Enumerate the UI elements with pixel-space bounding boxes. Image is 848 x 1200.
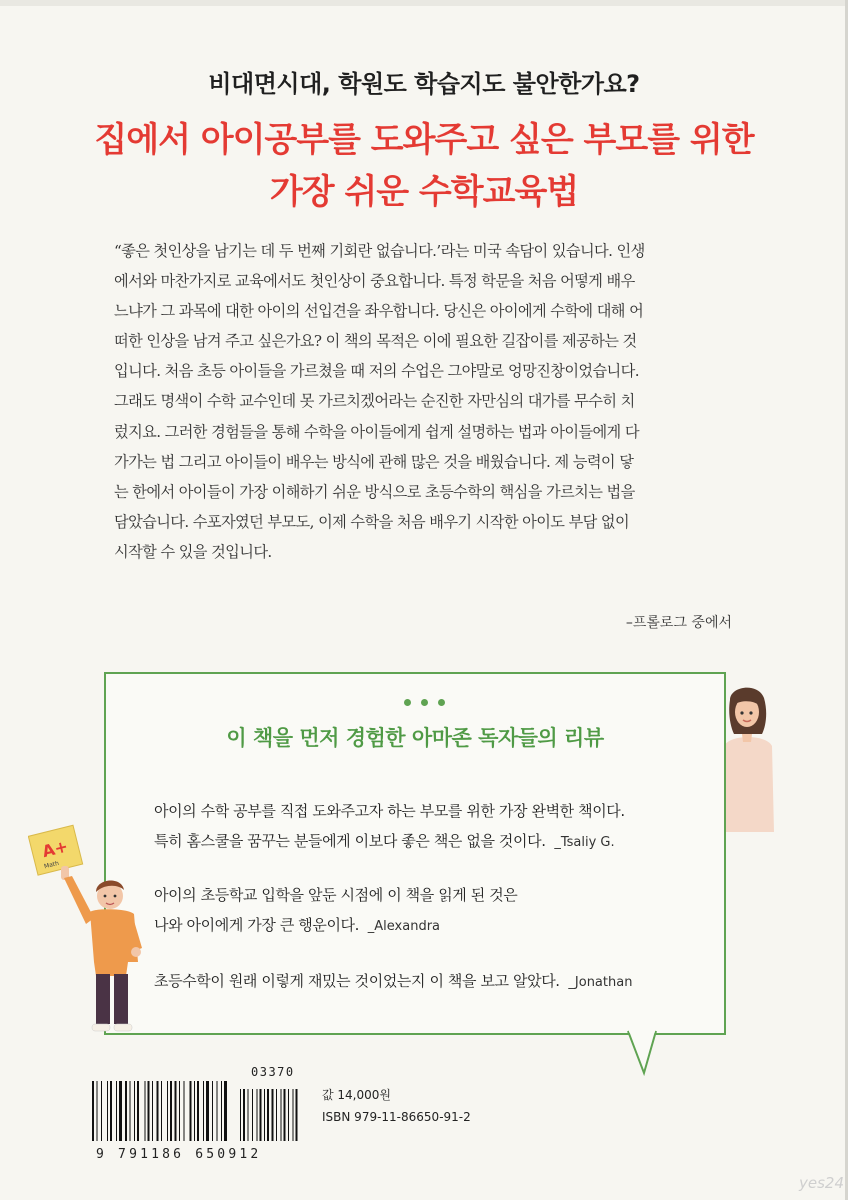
review-item xyxy=(154,966,724,998)
isbn: ISBN 979-11-86650-91-2 xyxy=(322,1110,471,1124)
prologue-line: 에서와 마찬가지로 교육에서도 첫인상이 중요합니다. 특정 학문을 처음 어떻게 배우 xyxy=(114,272,635,291)
barcode-bar xyxy=(107,1081,108,1141)
cover-subtitle: 비대면시대, 학원도 학습지도 불안한가요? xyxy=(208,70,640,98)
prologue-line: 입니다. 처음 초등 아이들을 가르쳤을 때 저의 수업은 그야말로 엉망진창이었습니다. xyxy=(114,362,639,381)
barcode-bar xyxy=(175,1081,177,1141)
barcode-bar xyxy=(194,1081,195,1141)
barcode-addon-bar xyxy=(264,1089,265,1141)
barcode-bar xyxy=(224,1081,227,1141)
addon-code: 03370 xyxy=(251,1065,295,1079)
barcode-bar xyxy=(137,1081,139,1141)
barcode-addon-bar xyxy=(284,1089,286,1141)
barcode-addon-bar xyxy=(293,1089,294,1141)
barcode-addon-bar xyxy=(288,1089,289,1141)
barcode-bar xyxy=(206,1081,209,1141)
barcode-bar xyxy=(152,1081,153,1141)
review-text: 특히 홈스쿨을 꿈꾸는 분들에게 이보다 좋은 책은 없을 것이다. xyxy=(154,832,546,850)
barcode-bar xyxy=(217,1081,218,1141)
barcode-bar xyxy=(197,1081,199,1141)
prologue-line: “좋은 첫인상을 남기는 데 두 번째 기회란 없습니다.’라는 미국 속담이 있습니다. 인생 xyxy=(114,242,645,260)
barcode-bar xyxy=(130,1081,131,1141)
cover-headline xyxy=(0,114,848,218)
barcode-bar xyxy=(92,1081,94,1141)
sign-grade: A+ xyxy=(40,836,70,862)
price-info xyxy=(322,1084,471,1128)
barcode-addon-bar xyxy=(260,1089,262,1141)
barcode-bar xyxy=(125,1081,127,1141)
prologue-line: 그래도 명색이 수학 교수인데 못 가르치겠어라는 순진한 자만심의 대가를 무수히 치 xyxy=(114,392,635,411)
barcode-bar xyxy=(116,1081,117,1141)
review-line xyxy=(154,966,724,998)
review-title: 이 책을 먼저 경험한 아마존 독자들의 리뷰 xyxy=(226,726,604,750)
barcode-addon-bar xyxy=(243,1089,245,1141)
barcode-bar xyxy=(119,1081,122,1141)
barcode-digits: 9 791186 650912 xyxy=(96,1147,262,1162)
barcode-bar xyxy=(145,1081,146,1141)
review-item xyxy=(154,796,724,858)
speech-bubble-tail xyxy=(626,1029,660,1077)
review-line: 아이의 수학 공부를 직접 도와주고자 하는 부모를 위한 가장 완벽한 책이다. xyxy=(154,802,625,820)
barcode-bar xyxy=(170,1081,172,1141)
review-text: 나와 아이에게 가장 큰 행운이다. xyxy=(154,916,360,934)
barcode-bar xyxy=(167,1081,168,1141)
barcode-bar xyxy=(179,1081,180,1141)
prologue-line: 떠한 인상을 남겨 주고 싶은가요? 이 책의 목적은 이에 필요한 길잡이를 제공하는 것 xyxy=(114,332,637,351)
barcode-addon-bar xyxy=(276,1089,277,1141)
barcode-bar xyxy=(148,1081,150,1141)
prologue-line: 가가는 법 그리고 아이들이 배우는 방식에 관해 많은 것을 배웠습니다. 제 능력이 닿 xyxy=(114,452,634,471)
prologue-line: 담았습니다. 수포자였던 부모도, 이제 수학을 처음 배우기 시작한 아이도 부담 없이 xyxy=(114,512,630,531)
barcode-addon-bar xyxy=(257,1089,258,1141)
review-author: _Alexandra xyxy=(367,919,441,934)
review-author: _Jonathan xyxy=(568,975,633,990)
dot xyxy=(421,699,428,706)
barcode-addon-bar xyxy=(272,1089,274,1141)
review-author: _Tsaliy G. xyxy=(554,835,615,850)
barcode-bar xyxy=(190,1081,192,1141)
review-line: 아이의 초등학교 입학을 앞둔 시점에 이 책을 읽게 된 것은 xyxy=(154,886,518,904)
review-text: 초등수학이 원래 이렇게 재밌는 것이었는지 이 책을 보고 알았다. xyxy=(154,972,560,990)
barcode-bar xyxy=(134,1081,135,1141)
prologue-line: 느냐가 그 과목에 대한 아이의 선입견을 좌우합니다. 당신은 아이에게 수학에 대해 어 xyxy=(114,302,644,321)
review-line xyxy=(154,910,724,942)
barcode-addon-bar xyxy=(296,1089,298,1141)
barcode-bar xyxy=(212,1081,213,1141)
review-item xyxy=(154,880,724,942)
review-line xyxy=(154,826,724,858)
prologue-line: 렀지요. 그러한 경험들을 통해 수학을 아이들에게 쉽게 설명하는 법과 아이들에게 다 xyxy=(114,422,639,441)
headline-line: 집에서 아이공부를 도와주고 싶은 부모를 위한 xyxy=(94,120,754,160)
barcode-bar xyxy=(221,1081,222,1141)
isbn-barcode xyxy=(92,1081,312,1145)
prologue-excerpt xyxy=(114,236,734,567)
prologue-source: –프롤로그 중에서 xyxy=(625,615,732,631)
barcode-bar xyxy=(110,1081,112,1141)
barcode-bar xyxy=(161,1081,162,1141)
barcode-addon-bar xyxy=(267,1089,269,1141)
decorative-dots xyxy=(0,691,848,710)
price: 값 14,000원 xyxy=(322,1088,391,1102)
headline-line: 가장 쉬운 수학교육법 xyxy=(269,172,579,212)
man-illustration xyxy=(28,824,152,1036)
dot xyxy=(438,699,445,706)
sign-label: Math xyxy=(43,859,60,871)
barcode-bar xyxy=(101,1081,102,1141)
barcode-addon-bar xyxy=(281,1089,282,1141)
watermark: yes24 xyxy=(798,1174,844,1192)
barcode-bar xyxy=(157,1081,159,1141)
barcode-addon-bar xyxy=(252,1089,253,1141)
barcode-bar xyxy=(203,1081,204,1141)
prologue-line: 는 한에서 아이들이 가장 이해하기 쉬운 방식으로 초등수학의 핵심을 가르치는 법을 xyxy=(114,482,635,501)
barcode-bar xyxy=(97,1081,98,1141)
barcode-addon-bar xyxy=(248,1089,249,1141)
barcode-bar xyxy=(184,1081,185,1141)
barcode-addon-bar xyxy=(240,1089,241,1141)
prologue-line: 시작할 수 있을 것입니다. xyxy=(114,542,272,561)
page-edge xyxy=(0,0,848,6)
dot xyxy=(404,699,411,706)
